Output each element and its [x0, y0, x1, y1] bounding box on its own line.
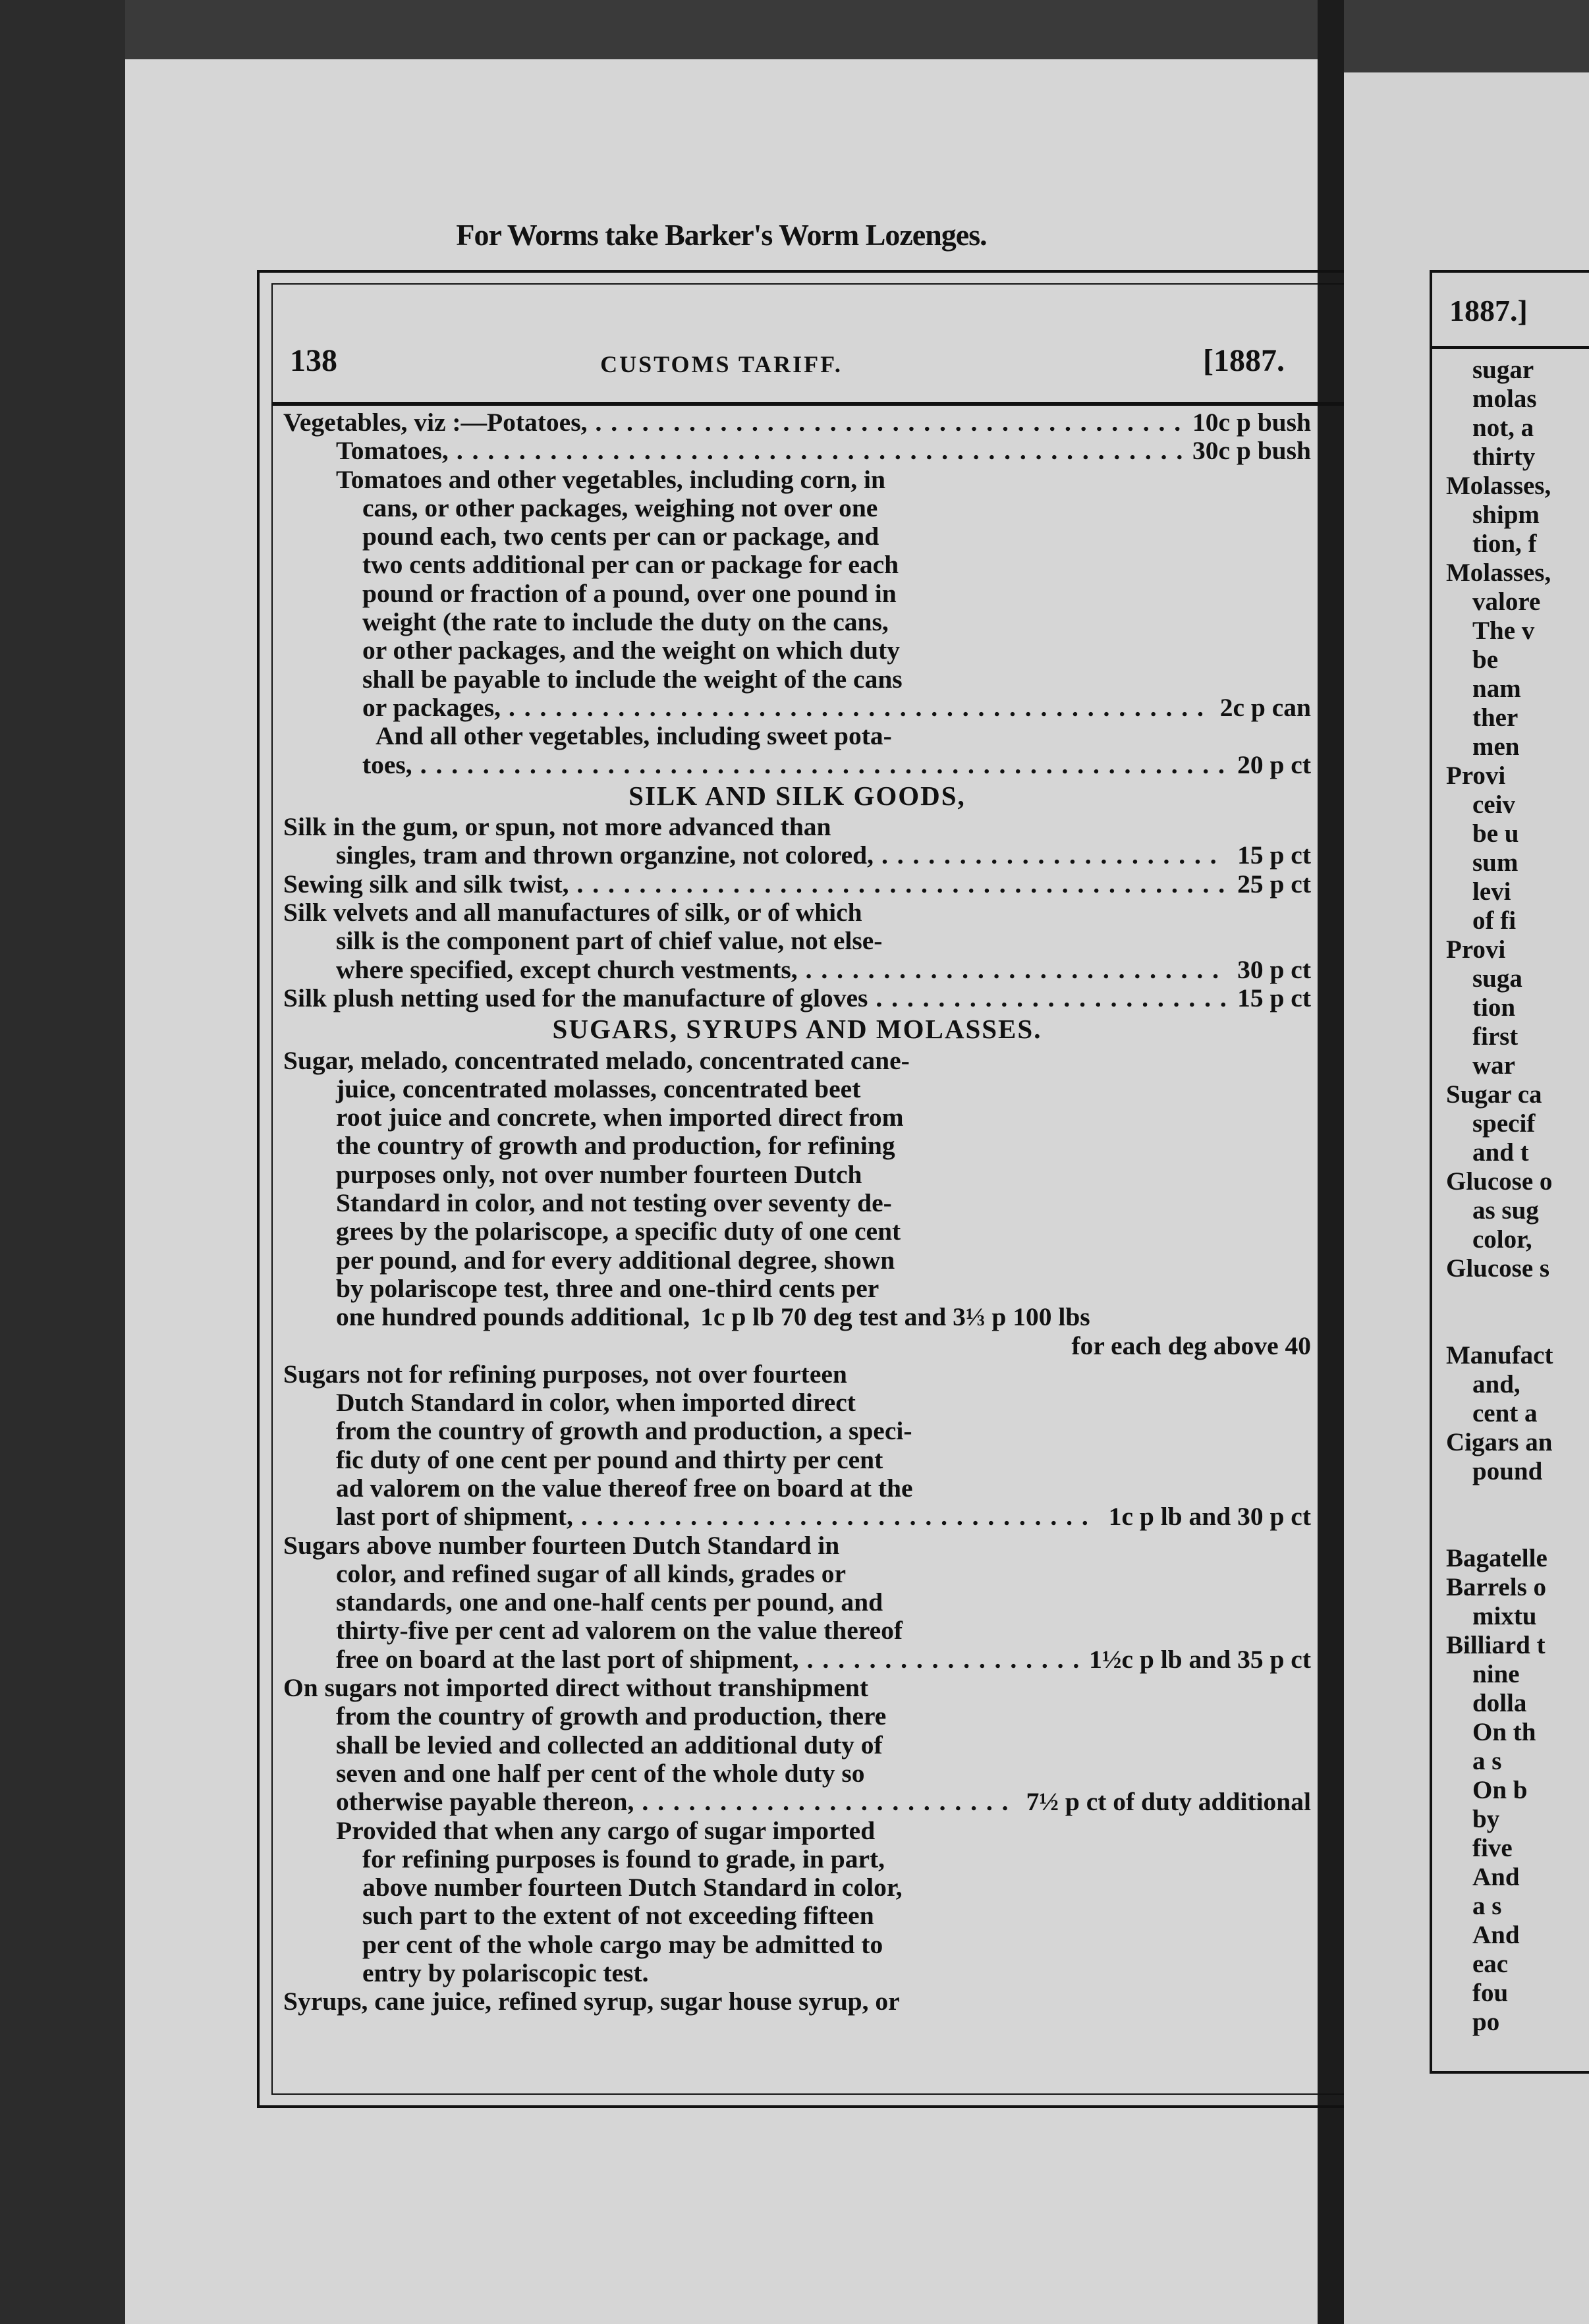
facing-line: And [1472, 1921, 1520, 1949]
facing-line: Molasses, [1446, 559, 1551, 587]
section-heading: SUGARS, SYRUPS AND MOLASSES. [552, 1014, 1042, 1045]
facing-line: be [1472, 646, 1498, 674]
entry-text: Sewing silk and silk twist, [283, 869, 569, 899]
entry-line: ad valorem on the value thereof free on board at the [336, 1473, 913, 1503]
page-number: 138 [290, 343, 337, 378]
entry-line: color, and refined sugar of all kinds, grades or [336, 1559, 846, 1588]
facing-line: dolla [1472, 1689, 1527, 1717]
entry-rate-continued: for each deg above 40 [1071, 1331, 1311, 1360]
entry-text: singles, tram and thrown organzine, not colored, [336, 841, 874, 870]
facing-line: Glucose s [1446, 1254, 1550, 1283]
dot-leader [587, 408, 1182, 437]
entry-text: where specified, except church vestments, [336, 954, 798, 984]
facing-line: five [1472, 1834, 1513, 1862]
facing-line: On th [1472, 1718, 1536, 1746]
tariff-entry [283, 956, 1311, 984]
entry-text: free on board at the last port of shipment, [336, 1644, 799, 1674]
dot-leader [868, 984, 1227, 1012]
entry-line: Provided that when any cargo of sugar imported [336, 1815, 876, 1845]
entry-rate: 30 p ct [1237, 954, 1311, 984]
entry-line: pound each, two cents per can or package, and [362, 522, 879, 551]
entry-line: shall be levied and collected an additional duty of [336, 1730, 883, 1759]
entry-rate: 1c p lb and 30 p ct [1108, 1502, 1311, 1532]
facing-line [1446, 1283, 1553, 1312]
facing-year: 1887.] [1449, 294, 1528, 327]
entry-line: Sugars not for refining purposes, not over fourteen [283, 1359, 847, 1389]
dot-leader [573, 1503, 1098, 1531]
facing-line: tion, f [1472, 530, 1537, 558]
facing-line: of fi [1472, 906, 1517, 935]
dot-leader [412, 751, 1227, 779]
tariff-entry [283, 1503, 1311, 1531]
entry-line: Syrups, cane juice, refined syrup, sugar house syrup, or [283, 1987, 900, 2016]
facing-page [1344, 72, 1589, 2324]
facing-line: by [1472, 1805, 1500, 1833]
entry-line: silk is the component part of chief value, not else- [336, 926, 883, 956]
running-year: [1887. [1203, 343, 1285, 378]
entry-line: above number fourteen Dutch Standard in color, [362, 1873, 903, 1902]
facing-line: a s [1472, 1747, 1502, 1775]
facing-line: Molasses, [1446, 472, 1551, 500]
entry-line: Sugars above number fourteen Dutch Standard in [283, 1530, 840, 1560]
header-rule [271, 402, 1382, 406]
dot-leader [799, 1646, 1079, 1674]
entry-line: shall be payable to include the weight of the cans [362, 664, 903, 694]
entry-line: Standard in color, and not testing over seventy de- [336, 1188, 892, 1218]
facing-line: shipm [1472, 501, 1540, 529]
facing-line: as sug [1472, 1196, 1539, 1225]
tariff-entry [283, 408, 1311, 437]
scan-background [0, 0, 125, 2324]
dot-leader [569, 870, 1227, 899]
facing-line: Cigars an [1446, 1428, 1553, 1456]
entry-text: toes, [362, 750, 412, 779]
entry-line: On sugars not imported direct without transhipment [283, 1673, 869, 1703]
entry-rate: 2c p can [1219, 692, 1311, 722]
entry-line: per pound, and for every additional degree, shown [336, 1245, 895, 1275]
facing-line: Glucose o [1446, 1167, 1553, 1196]
tariff-entry [283, 1788, 1311, 1816]
facing-line: pound [1472, 1457, 1543, 1485]
entry-rate: 20 p ct [1237, 750, 1311, 779]
tariff-entry [283, 841, 1311, 870]
entry-line: Sugar, melado, concentrated melado, concentrated cane- [283, 1045, 910, 1075]
facing-line: war [1472, 1051, 1515, 1080]
entry-line: two cents additional per can or package for each [362, 550, 899, 580]
facing-line: po [1472, 2008, 1500, 2036]
dot-leader [634, 1788, 1015, 1816]
entry-line: for refining purposes is found to grade, in part, [362, 1844, 885, 1873]
facing-line: first [1472, 1022, 1519, 1051]
facing-line: ther [1472, 704, 1519, 732]
facing-line: sum [1472, 848, 1519, 877]
entry-line: per cent of the whole cargo may be admitted to [362, 1929, 883, 1959]
entry-line: standards, one and one-half cents per pound, and [336, 1588, 883, 1617]
facing-line: color, [1472, 1225, 1532, 1254]
tariff-entry [283, 694, 1311, 722]
entry-text: Vegetables, viz :—Potatoes, [283, 408, 588, 437]
facing-line [1446, 1486, 1553, 1515]
facing-line: Provi [1446, 935, 1506, 964]
facing-line: thirty [1472, 443, 1536, 471]
facing-line: nine [1472, 1660, 1520, 1688]
facing-line: be u [1472, 819, 1519, 848]
facing-line: Manufact [1446, 1341, 1553, 1370]
entry-rate: 7½ p ct of duty additional [1026, 1787, 1311, 1817]
facing-line: Provi [1446, 761, 1506, 790]
facing-header-rule [1430, 346, 1589, 349]
running-title: CUSTOMS TARIFF. [600, 351, 843, 377]
facing-line: molas [1472, 385, 1537, 413]
facing-line [1446, 1312, 1553, 1341]
facing-line: not, a [1472, 414, 1534, 442]
entry-rate: 1c p lb 70 deg test and 3⅓ p 100 lbs [700, 1302, 1090, 1332]
main-page [125, 59, 1318, 2324]
facing-line: mixtu [1472, 1602, 1537, 1630]
entry-line: purposes only, not over number fourteen Dutch [336, 1159, 862, 1189]
entry-rate: 15 p ct [1237, 841, 1311, 870]
facing-line: eac [1472, 1950, 1509, 1978]
entry-line: juice, concentrated molasses, concentrated beet [336, 1074, 861, 1103]
entry-line: entry by polariscopic test. [362, 1958, 649, 1988]
entry-line: or other packages, and the weight on which duty [362, 636, 901, 665]
facing-line: tion [1472, 993, 1516, 1022]
entry-line: such part to the extent of not exceeding fifteen [362, 1901, 874, 1931]
entry-text: or packages, [362, 692, 501, 722]
entry-line: cans, or other packages, weighing not over one [362, 493, 878, 522]
entry-line: root juice and concrete, when imported direct from [336, 1103, 904, 1132]
entry-line: from the country of growth and production, a speci- [336, 1416, 912, 1446]
dot-leader [449, 437, 1182, 465]
facing-line: valore [1472, 588, 1541, 616]
entry-line: And all other vegetables, including sweet pota- [376, 721, 892, 751]
facing-line: On b [1472, 1776, 1528, 1804]
dot-leader [798, 956, 1227, 984]
entry-line: Silk velvets and all manufactures of silk, or of which [283, 898, 862, 927]
facing-line: a s [1472, 1892, 1502, 1920]
entry-rate: 15 p ct [1237, 983, 1311, 1012]
facing-line: specif [1472, 1109, 1536, 1138]
dot-leader [874, 841, 1227, 870]
facing-line: sugar [1472, 356, 1534, 384]
tariff-entry [283, 437, 1311, 465]
facing-line: Bagatelle [1446, 1544, 1547, 1572]
tariff-entry [283, 751, 1311, 779]
facing-line: And [1472, 1863, 1520, 1891]
facing-line: levi [1472, 877, 1511, 906]
tariff-entry [283, 870, 1311, 899]
entry-text: one hundred pounds additional, [336, 1302, 690, 1332]
facing-text [1446, 356, 1553, 2037]
entry-rate: 25 p ct [1237, 869, 1311, 899]
entry-line: from the country of growth and production, there [336, 1702, 887, 1731]
entry-line: fic duty of one cent per pound and thirty per cent [336, 1445, 883, 1474]
facing-line: The v [1472, 617, 1535, 645]
entry-line: weight (the rate to include the duty on the cans, [362, 607, 889, 637]
tariff-entry [283, 1646, 1311, 1674]
entry-line: by polariscope test, three and one-third cents per [336, 1273, 879, 1303]
facing-line: ceiv [1472, 790, 1515, 819]
dot-leader [501, 694, 1210, 722]
entry-line: Silk in the gum, or spun, not more advanced than [283, 812, 831, 842]
entry-rate: 1½c p lb and 35 p ct [1089, 1644, 1311, 1674]
tariff-entry [283, 1303, 1311, 1331]
entry-line: Dutch Standard in color, when imported direct [336, 1388, 856, 1418]
facing-line: and, [1472, 1370, 1520, 1398]
facing-line: fou [1472, 1979, 1509, 2007]
facing-line: Barrels o [1446, 1573, 1547, 1601]
entry-line: grees by the polariscope, a specific duty of one cent [336, 1217, 901, 1246]
entry-text: Tomatoes, [336, 436, 449, 466]
facing-line: and t [1472, 1138, 1529, 1167]
advert-line: For Worms take Barker's Worm Lozenges. [456, 218, 987, 252]
facing-line [1446, 1515, 1553, 1544]
entry-text: otherwise payable thereon, [336, 1787, 634, 1817]
facing-line: men [1472, 733, 1520, 761]
section-heading: SILK AND SILK GOODS, [628, 780, 966, 811]
facing-line: cent a [1472, 1399, 1538, 1427]
facing-line: Billiard t [1446, 1631, 1546, 1659]
facing-line: Sugar ca [1446, 1080, 1542, 1109]
entry-rate: 10c p bush [1192, 408, 1311, 437]
entry-line: pound or fraction of a pound, over one pound in [362, 578, 897, 608]
facing-line: suga [1472, 964, 1522, 993]
entry-rate: 30c p bush [1192, 436, 1311, 466]
entry-line: Tomatoes and other vegetables, including corn, in [336, 464, 885, 494]
tariff-body [283, 408, 1311, 2016]
entry-text: last port of shipment, [336, 1502, 573, 1532]
facing-line: nam [1472, 675, 1521, 703]
entry-line: the country of growth and production, for refining [336, 1131, 895, 1161]
entry-text: Silk plush netting used for the manufacture of gloves [283, 983, 868, 1012]
entry-line: seven and one half per cent of the whole duty so [336, 1758, 865, 1788]
tariff-entry [283, 984, 1311, 1012]
entry-line: thirty-five per cent ad valorem on the value thereof [336, 1616, 903, 1646]
